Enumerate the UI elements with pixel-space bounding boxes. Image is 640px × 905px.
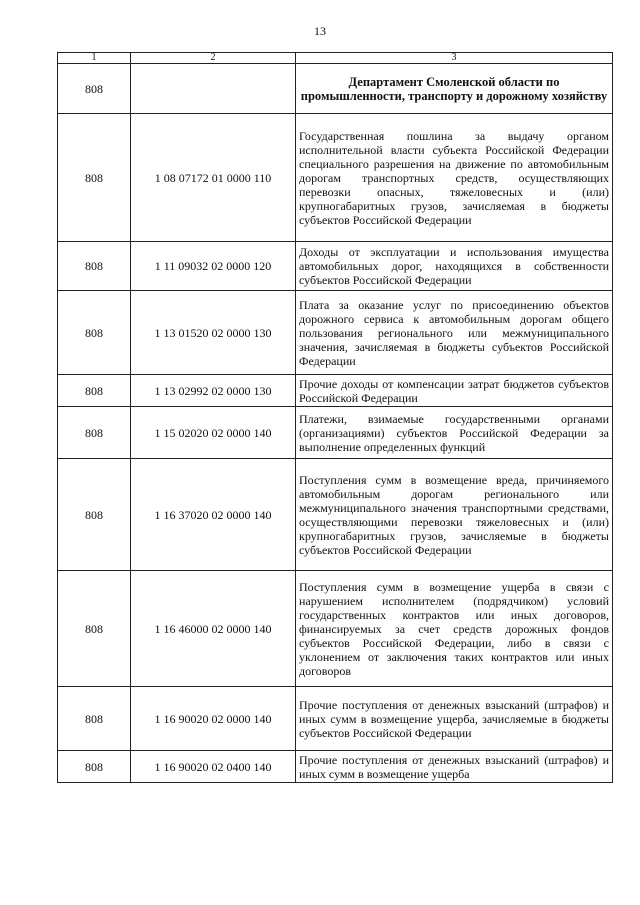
description-cell: Платежи, взимаемые государственными органами (организациями) субъектов Российской Федерации за выполнение определенных функций: [296, 407, 613, 459]
description-cell: Прочие поступления от денежных взысканий (штрафов) и иных сумм в возмещение ущерба, зачисляемые в бюджеты субъектов Российской Федерации: [296, 687, 613, 751]
kbk-cell: 1 16 90020 02 0400 140: [131, 751, 296, 783]
description-cell: Доходы от эксплуатации и использования имущества автомобильных дорог, находящихся в собственности субъектов Российской Федерации: [296, 242, 613, 291]
admin-code-cell: 808: [58, 375, 131, 407]
table-row: [58, 751, 613, 783]
department-row: [58, 64, 613, 114]
kbk-cell: 1 16 46000 02 0000 140: [131, 571, 296, 687]
kbk-cell: 1 13 01520 02 0000 130: [131, 291, 296, 375]
table-row: [58, 687, 613, 751]
kbk-cell: 1 15 02020 02 0000 140: [131, 407, 296, 459]
description-cell: Прочие поступления от денежных взысканий (штрафов) и иных сумм в возмещение ущерба: [296, 751, 613, 783]
description-cell: Поступления сумм в возмещение вреда, причиняемого автомобильным дорогам регионального или межмуниципального значения транспортными средствами, осуществляющими перевозки тяжеловесных и (или) крупногабаритных грузов, зачисляемые в бюджеты субъектов Российской Федерации: [296, 459, 613, 571]
table-row: [58, 459, 613, 571]
column-number-row: [58, 53, 613, 64]
admin-code-cell: 808: [58, 242, 131, 291]
admin-code-cell: 808: [58, 407, 131, 459]
department-name-cell: Департамент Смоленской области по промышленности, транспорту и дорожному хозяйству: [296, 64, 613, 114]
revenue-codes-table: [57, 52, 613, 783]
description-cell: Плата за оказание услуг по присоединению объектов дорожного сервиса к автомобильным дорогам общего пользования регионального или межмуниципального значения, зачисляемая в бюджеты субъектов Российской Федерации: [296, 291, 613, 375]
admin-code-cell: 808: [58, 114, 131, 242]
description-cell: Государственная пошлина за выдачу органом исполнительной власти субъекта Российской Федерации специального разрешения на движение по автомобильным дорогам транспортных средств, осуществляющих перевозки опасных, тяжеловесных и (или) крупногабаритных грузов, зачисляемая в бюджеты субъектов Российской Федерации: [296, 114, 613, 242]
admin-code-cell: 808: [58, 64, 131, 114]
kbk-cell: [131, 64, 296, 114]
page-number: 13: [314, 24, 326, 38]
table-row: [58, 242, 613, 291]
table-row: [58, 571, 613, 687]
kbk-cell: 1 16 37020 02 0000 140: [131, 459, 296, 571]
kbk-cell: 1 16 90020 02 0000 140: [131, 687, 296, 751]
table-row: [58, 407, 613, 459]
kbk-cell: 1 13 02992 02 0000 130: [131, 375, 296, 407]
description-cell: Прочие доходы от компенсации затрат бюджетов субъектов Российской Федерации: [296, 375, 613, 407]
kbk-cell: 1 08 07172 01 0000 110: [131, 114, 296, 242]
table-row: [58, 114, 613, 242]
table-row: [58, 291, 613, 375]
admin-code-cell: 808: [58, 751, 131, 783]
table-row: [58, 375, 613, 407]
admin-code-cell: 808: [58, 571, 131, 687]
kbk-cell: 1 11 09032 02 0000 120: [131, 242, 296, 291]
admin-code-cell: 808: [58, 687, 131, 751]
column-number-2: 2: [131, 53, 296, 64]
column-number-1: 1: [58, 53, 131, 64]
admin-code-cell: 808: [58, 291, 131, 375]
description-cell: Поступления сумм в возмещение ущерба в связи с нарушением исполнителем (подрядчиком) условий государственных контрактов или иных договоров, финансируемых за счет средств дорожных фондов субъектов Российской Федерации, либо в связи с уклонением от заключения таких контрактов или иных договоров: [296, 571, 613, 687]
column-number-3: 3: [296, 53, 613, 64]
admin-code-cell: 808: [58, 459, 131, 571]
